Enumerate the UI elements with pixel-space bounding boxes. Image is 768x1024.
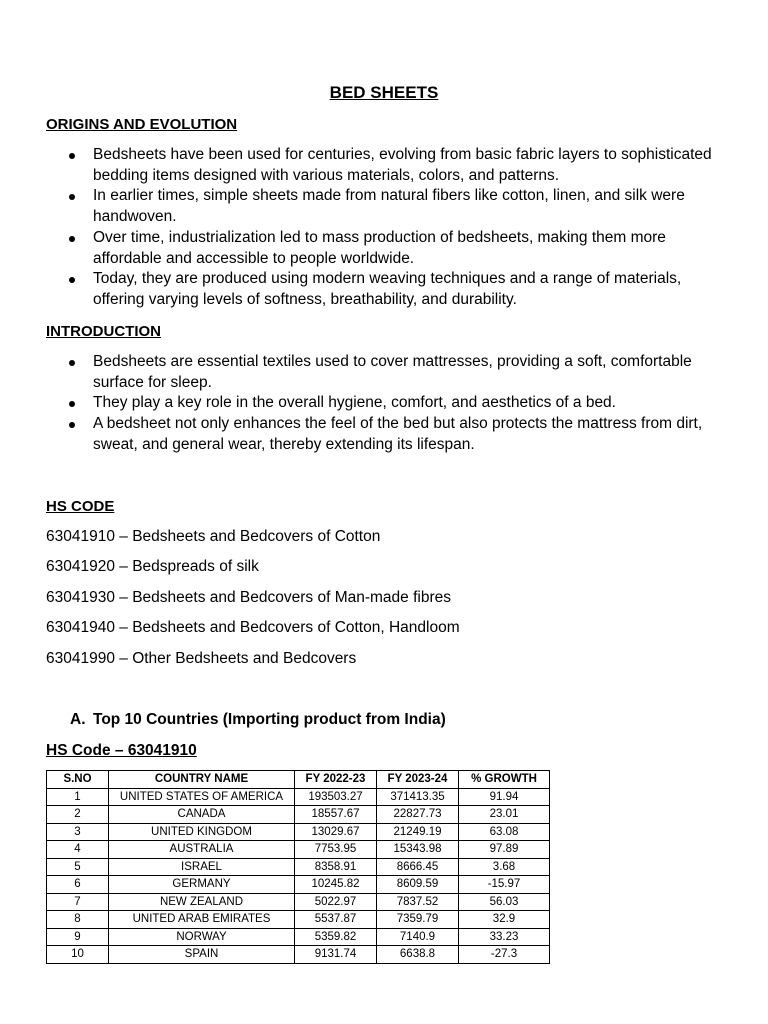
section-letter: A.: [70, 711, 86, 728]
table-cell: -27.3: [459, 946, 550, 964]
introduction-bullet-list: [46, 352, 726, 456]
table-cell: 23.01: [459, 806, 550, 824]
hs-code-line: 63041930 – Bedsheets and Bedcovers of Man-made fibres: [46, 589, 451, 606]
table-cell: 13029.67: [295, 823, 377, 841]
table-cell: 193503.27: [295, 788, 377, 806]
column-header: FY 2023-24: [377, 771, 459, 789]
bullet-icon: [69, 422, 75, 428]
list-item: Bedsheets have been used for centuries, evolving from basic fabric layers to sophisticated bedding items designed with various materials, colors, and patterns.: [46, 145, 726, 186]
introduction-heading: INTRODUCTION: [46, 323, 161, 340]
table-cell: 9: [47, 928, 109, 946]
table-cell: 2: [47, 806, 109, 824]
table-cell: 15343.98: [377, 841, 459, 859]
table-cell: 10: [47, 946, 109, 964]
list-item: In earlier times, simple sheets made from natural fibers like cotton, linen, and silk were handwoven.: [46, 186, 726, 227]
table-cell: 371413.35: [377, 788, 459, 806]
page-title: BED SHEETS: [329, 83, 439, 102]
table-cell: 91.94: [459, 788, 550, 806]
table-cell: 8666.45: [377, 858, 459, 876]
table-cell: 32.9: [459, 911, 550, 929]
table-header-row: [47, 771, 550, 789]
table-cell: NEW ZEALAND: [109, 893, 295, 911]
section-a-heading: [70, 710, 446, 730]
table-cell: 9131.74: [295, 946, 377, 964]
table-cell: 63.08: [459, 823, 550, 841]
table-cell: 18557.67: [295, 806, 377, 824]
table-cell: 5537.87: [295, 911, 377, 929]
table-cell: ISRAEL: [109, 858, 295, 876]
column-header: COUNTRY NAME: [109, 771, 295, 789]
origins-heading: ORIGINS AND EVOLUTION: [46, 116, 238, 133]
table-cell: 5: [47, 858, 109, 876]
table-row: [47, 806, 550, 824]
table-cell: AUSTRALIA: [109, 841, 295, 859]
table-row: [47, 788, 550, 806]
hs-code-line: 63041920 – Bedspreads of silk: [46, 558, 259, 575]
table-cell: 56.03: [459, 893, 550, 911]
table-row: [47, 858, 550, 876]
bullet-icon: [69, 360, 75, 366]
table-row: [47, 946, 550, 964]
bullet-icon: [69, 401, 75, 407]
table-cell: 7753.95: [295, 841, 377, 859]
table-cell: 10245.82: [295, 876, 377, 894]
table-row: [47, 911, 550, 929]
column-header: FY 2022-23: [295, 771, 377, 789]
table-cell: 7359.79: [377, 911, 459, 929]
table-cell: 6638.8: [377, 946, 459, 964]
bullet-icon: [69, 153, 75, 159]
column-header: % GROWTH: [459, 771, 550, 789]
table-row: [47, 893, 550, 911]
table-cell: -15.97: [459, 876, 550, 894]
table-row: [47, 823, 550, 841]
table-cell: SPAIN: [109, 946, 295, 964]
list-item: They play a key role in the overall hygiene, comfort, and aesthetics of a bed.: [46, 393, 726, 414]
table-cell: 8: [47, 911, 109, 929]
table-row: [47, 928, 550, 946]
table-cell: UNITED ARAB EMIRATES: [109, 911, 295, 929]
list-item: Over time, industrialization led to mass production of bedsheets, making them more affordable and accessible to people worldwide.: [46, 228, 726, 269]
table-cell: 5022.97: [295, 893, 377, 911]
table-cell: 7: [47, 893, 109, 911]
list-item: Bedsheets are essential textiles used to cover mattresses, providing a soft, comfortable surface for sleep.: [46, 352, 726, 393]
section-title: Top 10 Countries (Importing product from India): [93, 711, 446, 728]
table-cell: 6: [47, 876, 109, 894]
table-cell: 3.68: [459, 858, 550, 876]
table-cell: 1: [47, 788, 109, 806]
table-cell: CANADA: [109, 806, 295, 824]
table-cell: NORWAY: [109, 928, 295, 946]
table-cell: 8609.59: [377, 876, 459, 894]
origins-bullet-list: [46, 145, 726, 311]
hs-code-line: 63041990 – Other Bedsheets and Bedcovers: [46, 650, 357, 667]
hs-code-line: 63041940 – Bedsheets and Bedcovers of Cotton, Handloom: [46, 619, 460, 636]
top-countries-table: [46, 770, 550, 964]
list-item: Today, they are produced using modern weaving techniques and a range of materials, offering varying levels of softness, breathability, and durability.: [46, 269, 726, 310]
table-cell: 5359.82: [295, 928, 377, 946]
bullet-icon: [69, 194, 75, 200]
hs-code-line: 63041910 – Bedsheets and Bedcovers of Cotton: [46, 528, 381, 545]
table-cell: 4: [47, 841, 109, 859]
table-cell: UNITED KINGDOM: [109, 823, 295, 841]
bullet-icon: [69, 236, 75, 242]
table-cell: 3: [47, 823, 109, 841]
table-cell: UNITED STATES OF AMERICA: [109, 788, 295, 806]
table-cell: 33.23: [459, 928, 550, 946]
table-cell: 7140.9: [377, 928, 459, 946]
table-cell: 97.89: [459, 841, 550, 859]
bullet-icon: [69, 277, 75, 283]
column-header: S.NO: [47, 771, 109, 789]
list-item: A bedsheet not only enhances the feel of the bed but also protects the mattress from dirt, sweat, and general wear, thereby extending its lifespan.: [46, 414, 726, 455]
table-cell: 21249.19: [377, 823, 459, 841]
hs-code-heading: HS CODE: [46, 498, 115, 515]
table-row: [47, 876, 550, 894]
table-cell: 7837.52: [377, 893, 459, 911]
hs-code-subheading: HS Code – 63041910: [46, 742, 197, 759]
table-row: [47, 841, 550, 859]
table-cell: GERMANY: [109, 876, 295, 894]
table-cell: 8358.91: [295, 858, 377, 876]
table-cell: 22827.73: [377, 806, 459, 824]
